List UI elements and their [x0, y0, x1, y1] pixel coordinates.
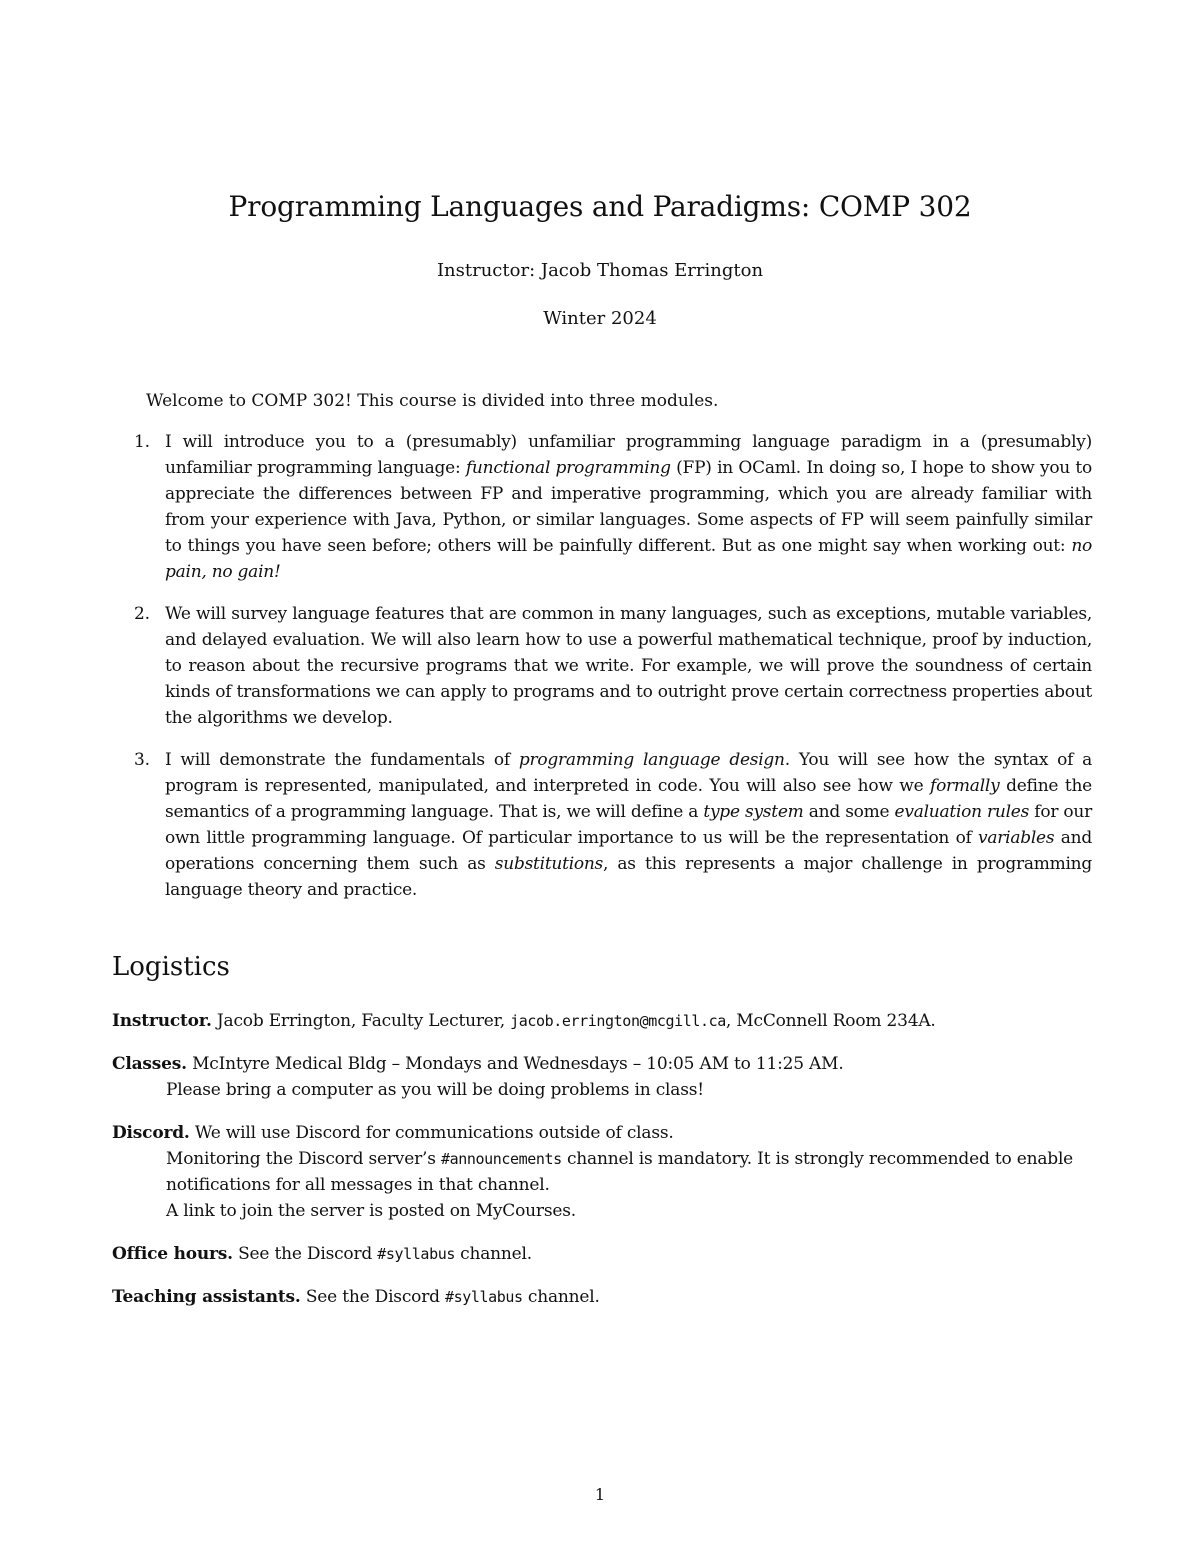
- module-emphasis: no pain, no gain!: [165, 536, 1092, 582]
- module-text: We will survey language features that are common in many languages, such as exceptions, mutable variables, and delayed evaluation. We will also learn how to use a powerful mathematical technique, proof by induction, to reason about the recursive programs that we write. For example, we will prove the soundness of certain kinds of transformations we can apply to programs and to outright prove certain correctness properties about the algorithms we develop.: [165, 604, 1092, 728]
- page-number: 1: [594, 1485, 606, 1504]
- module-text-run: and operations concerning them such as: [165, 828, 1092, 874]
- office-hours-entry-line: [112, 1241, 1102, 1267]
- module-number: 1.: [134, 432, 150, 452]
- entry-label: Teaching assistants.: [112, 1287, 301, 1307]
- module-text-run: for our own little programming language. Of particular importance to us will be the representation of: [165, 802, 1092, 848]
- module-text-run: I will introduce you to a (presumably) unfamiliar programming language paradigm in a (presumably) unfamiliar programming language:: [165, 432, 1092, 478]
- logistics-heading: Logistics: [112, 952, 230, 982]
- module-text: [165, 429, 1092, 585]
- instructor-line: Instructor: Jacob Thomas Errington: [436, 260, 764, 281]
- logistics-section: [112, 1008, 1102, 1327]
- discord-announcements-note: [112, 1146, 1102, 1198]
- module-item: [112, 601, 1092, 731]
- entry-text: Jacob Errington, Faculty Lecturer,: [211, 1011, 511, 1031]
- module-emphasis: formally: [930, 776, 1000, 796]
- teaching-assistants-entry: [112, 1284, 1102, 1310]
- entry-text: See the Discord: [300, 1287, 446, 1307]
- intro-paragraph: Welcome to COMP 302! This course is divided into three modules.: [146, 391, 719, 411]
- entry-text: McIntyre Medical Bldg – Mondays and Wednesdays – 10:05 AM to 11:25 AM.: [186, 1054, 844, 1074]
- document-title: Programming Languages and Paradigms: COMP 302: [228, 190, 972, 223]
- instructor-email-link[interactable]: jacob.errington@mcgill.ca: [510, 1012, 726, 1030]
- module-text-run: I will demonstrate the fundamentals of: [165, 750, 519, 770]
- office-hours-entry: [112, 1241, 1102, 1267]
- classes-entry: [112, 1051, 1102, 1103]
- module-emphasis: type system: [703, 802, 804, 822]
- module-item: [112, 747, 1092, 903]
- module-text-run: define the semantics of a programming language. That is, we will define a: [165, 776, 1092, 822]
- module-number: 2.: [134, 604, 150, 624]
- module-emphasis: variables: [978, 828, 1055, 848]
- module-emphasis: evaluation rules: [894, 802, 1030, 822]
- entry-text: Monitoring the Discord server’s: [166, 1149, 441, 1169]
- classes-note: Please bring a computer as you will be doing problems in class!: [166, 1080, 704, 1100]
- instructor-entry: [112, 1008, 1102, 1034]
- module-emphasis: substitutions: [494, 854, 604, 874]
- module-emphasis: programming language design: [518, 750, 785, 770]
- entry-label: Office hours.: [112, 1244, 233, 1264]
- term-line: Winter 2024: [543, 308, 657, 329]
- entry-text: See the Discord: [232, 1244, 378, 1264]
- module-text-run: . You will see how the syntax of a program is represented, manipulated, and interpreted in code. You will also see how we: [165, 750, 1092, 796]
- discord-entry: [112, 1120, 1102, 1224]
- entry-label: Classes.: [112, 1054, 187, 1074]
- module-item: [112, 429, 1092, 585]
- entry-text: channel.: [454, 1244, 532, 1264]
- entry-text: channel is mandatory. It is strongly recommended to enable notifications for all messages in that channel.: [166, 1149, 1074, 1195]
- module-emphasis: functional programming: [465, 458, 671, 478]
- entry-label: Discord.: [112, 1123, 190, 1143]
- teaching-assistants-entry-line: [112, 1284, 1102, 1310]
- module-text: [165, 747, 1092, 903]
- module-text-run: and some: [803, 802, 895, 822]
- classes-entry-line: [112, 1051, 1102, 1077]
- entry-text: We will use Discord for communications outside of class.: [189, 1123, 674, 1143]
- discord-entry-line: [112, 1120, 1102, 1146]
- discord-join-note: A link to join the server is posted on MyCourses.: [166, 1201, 576, 1221]
- entry-text: , McConnell Room 234A.: [725, 1011, 936, 1031]
- module-text-run: , as this represents a major challenge in programming language theory and practice.: [165, 854, 1092, 900]
- entry-text: channel.: [522, 1287, 600, 1307]
- announcements-channel: #announcements: [440, 1150, 562, 1168]
- modules-list: [112, 429, 1092, 903]
- module-text-run: (FP) in OCaml. In doing so, I hope to show you to appreciate the differences between FP and imperative programming, which you are already familiar with from your experience with Java, Python, or similar languages. Some aspects of FP will seem painfully similar to things you have seen before; others will be painfully different. But as one might say when working out:: [165, 458, 1092, 556]
- syllabus-channel: #syllabus: [377, 1245, 455, 1263]
- entry-label: Instructor.: [112, 1011, 212, 1031]
- syllabus-channel: #syllabus: [445, 1288, 523, 1306]
- module-number: 3.: [134, 750, 150, 770]
- instructor-entry-line: [112, 1008, 1102, 1034]
